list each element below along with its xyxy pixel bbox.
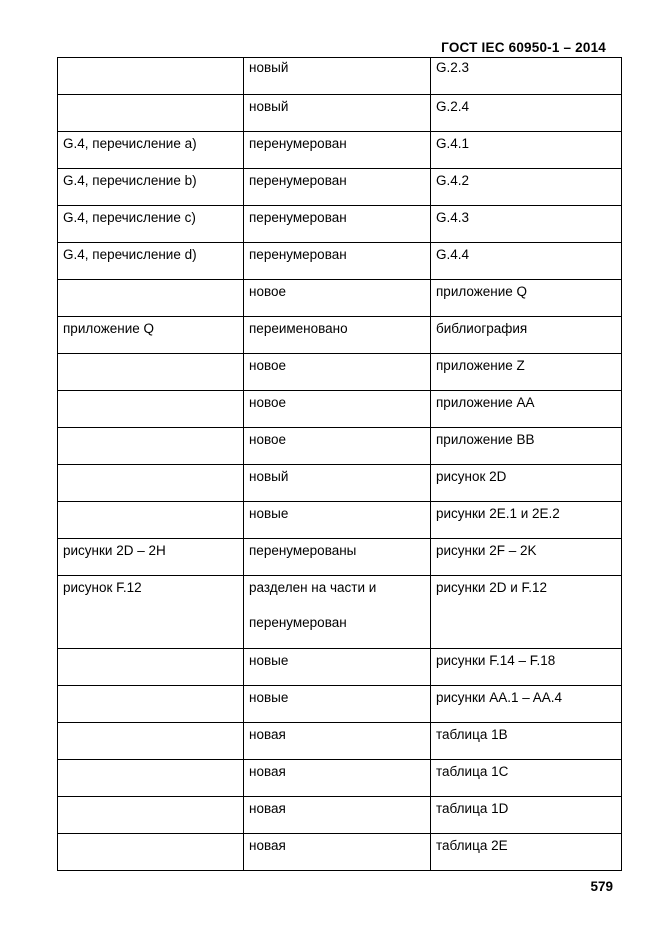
table-row (58, 576, 622, 649)
old-reference-cell (58, 95, 244, 132)
new-reference-cell: рисунки 2F – 2K (431, 539, 622, 576)
table-row (58, 797, 622, 834)
change-type-cell: новый (244, 58, 431, 95)
table-row (58, 502, 622, 539)
change-type-cell: новое (244, 391, 431, 428)
old-reference-cell (58, 280, 244, 317)
old-reference-cell: G.4, перечисление b) (58, 169, 244, 206)
old-reference-cell (58, 465, 244, 502)
new-reference-cell: рисунки AA.1 – AA.4 (431, 686, 622, 723)
correspondence-table (57, 57, 622, 871)
document-standard-header: ГОСТ IEC 60950-1 – 2014 (441, 40, 606, 55)
change-type-cell (244, 576, 431, 649)
change-type-cell: новый (244, 95, 431, 132)
new-reference-cell: G.4.4 (431, 243, 622, 280)
old-reference-cell: G.4, перечисление a) (58, 132, 244, 169)
new-reference-cell: приложение Q (431, 280, 622, 317)
new-reference-cell: приложение AA (431, 391, 622, 428)
table-row (58, 132, 622, 169)
old-reference-cell: приложение Q (58, 317, 244, 354)
page-number: 579 (590, 879, 613, 894)
new-reference-cell: таблица 1C (431, 760, 622, 797)
table-row (58, 354, 622, 391)
table-row (58, 760, 622, 797)
table-row (58, 243, 622, 280)
old-reference-cell: рисунки 2D – 2H (58, 539, 244, 576)
new-reference-cell: рисунок 2D (431, 465, 622, 502)
old-reference-cell (58, 428, 244, 465)
change-type-cell: новые (244, 502, 431, 539)
table-row (58, 723, 622, 760)
table-row (58, 428, 622, 465)
new-reference-cell: G.4.3 (431, 206, 622, 243)
change-type-cell: новое (244, 354, 431, 391)
old-reference-cell (58, 354, 244, 391)
table-row (58, 317, 622, 354)
new-reference-cell: рисунки F.14 – F.18 (431, 649, 622, 686)
new-reference-cell: рисунки 2E.1 и 2E.2 (431, 502, 622, 539)
table-row (58, 465, 622, 502)
new-reference-cell: G.2.4 (431, 95, 622, 132)
change-type-cell: новая (244, 797, 431, 834)
new-reference-cell: рисунки 2D и F.12 (431, 576, 622, 649)
new-reference-cell: таблица 1D (431, 797, 622, 834)
table-row (58, 834, 622, 871)
change-type-cell: новое (244, 280, 431, 317)
old-reference-cell (58, 797, 244, 834)
change-type-line-1: разделен на части и (249, 580, 377, 595)
table-row (58, 280, 622, 317)
old-reference-cell: G.4, перечисление d) (58, 243, 244, 280)
table-row (58, 95, 622, 132)
change-type-cell: переименовано (244, 317, 431, 354)
old-reference-cell (58, 723, 244, 760)
change-type-line-2: перенумерован (249, 615, 347, 630)
new-reference-cell: G.2.3 (431, 58, 622, 95)
old-reference-cell (58, 391, 244, 428)
old-reference-cell: рисунок F.12 (58, 576, 244, 649)
new-reference-cell: библиография (431, 317, 622, 354)
change-type-cell: перенумерованы (244, 539, 431, 576)
new-reference-cell: приложение BB (431, 428, 622, 465)
old-reference-cell (58, 760, 244, 797)
new-reference-cell: G.4.1 (431, 132, 622, 169)
change-type-cell: перенумерован (244, 206, 431, 243)
old-reference-cell (58, 686, 244, 723)
change-type-cell: новое (244, 428, 431, 465)
change-type-cell: новая (244, 760, 431, 797)
old-reference-cell (58, 834, 244, 871)
table-row (58, 649, 622, 686)
change-type-cell: новые (244, 686, 431, 723)
change-type-cell: перенумерован (244, 243, 431, 280)
change-type-cell: новая (244, 723, 431, 760)
table-row (58, 169, 622, 206)
table-row (58, 58, 622, 95)
old-reference-cell (58, 58, 244, 95)
change-type-cell: новый (244, 465, 431, 502)
table-row (58, 206, 622, 243)
change-type-cell: новые (244, 649, 431, 686)
new-reference-cell: G.4.2 (431, 169, 622, 206)
old-reference-cell (58, 502, 244, 539)
change-type-cell: перенумерован (244, 132, 431, 169)
old-reference-cell: G.4, перечисление c) (58, 206, 244, 243)
table-row (58, 539, 622, 576)
new-reference-cell: приложение Z (431, 354, 622, 391)
table-row (58, 686, 622, 723)
change-type-cell: перенумерован (244, 169, 431, 206)
new-reference-cell: таблица 1B (431, 723, 622, 760)
table-row (58, 391, 622, 428)
new-reference-cell: таблица 2E (431, 834, 622, 871)
old-reference-cell (58, 649, 244, 686)
change-type-cell: новая (244, 834, 431, 871)
